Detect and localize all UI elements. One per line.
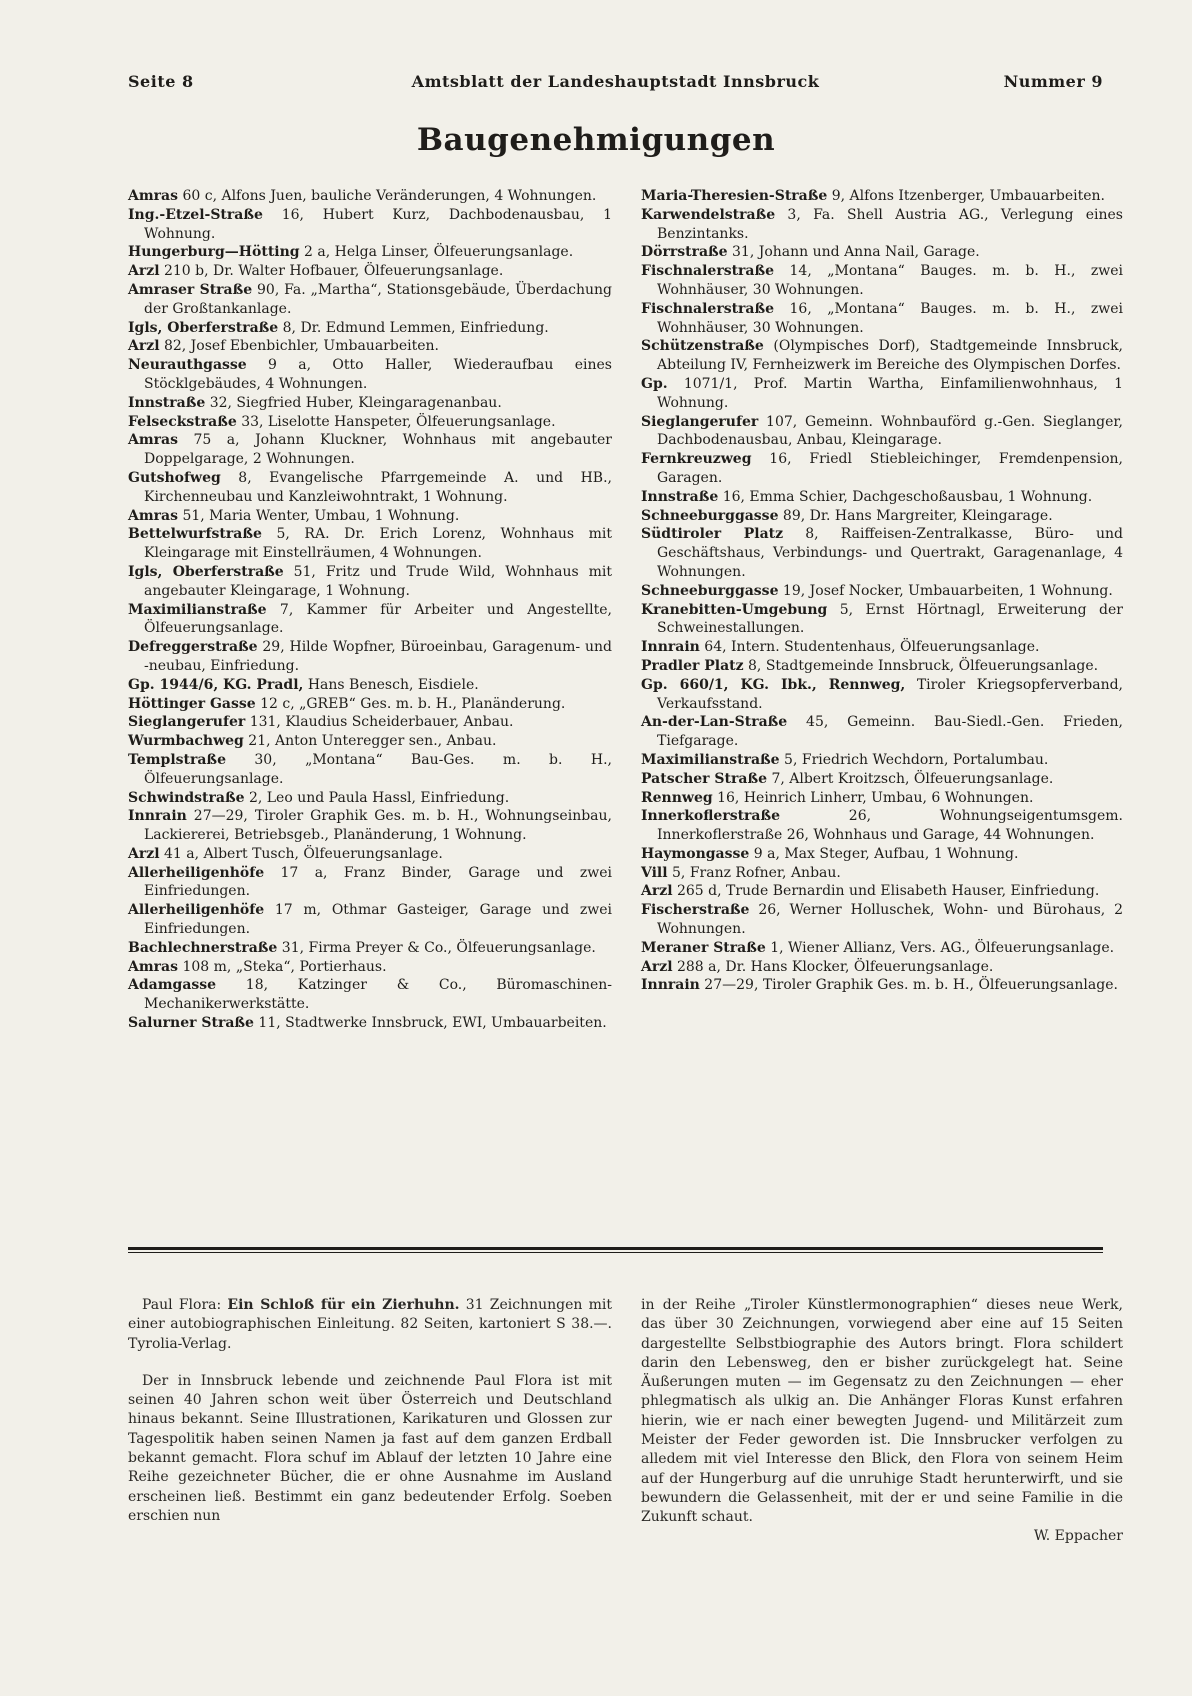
permit-details: 31, Johann und Anna Nail, Garage. xyxy=(727,244,980,261)
permit-details: 8, Stadtgemeinde Innsbruck, Ölfeuerungsanlage. xyxy=(743,657,1099,674)
permit-entry xyxy=(641,507,1123,526)
permit-location: Amras xyxy=(128,507,179,524)
permit-entry xyxy=(641,488,1123,507)
permit-details: 26, Wohnungseigentumsgem. Innerkoflerstraße 26, Wohnhaus und Garage, 44 Wohnungen. xyxy=(657,808,1123,844)
permit-details: 89, Dr. Hans Margreiter, Kleingarage. xyxy=(778,507,1053,524)
permit-entry xyxy=(128,676,612,695)
permit-details: 5, Franz Rofner, Anbau. xyxy=(667,864,841,881)
permit-entry xyxy=(128,939,612,958)
permit-entry xyxy=(641,300,1123,338)
permit-entry xyxy=(128,525,612,563)
permit-entry xyxy=(641,262,1123,300)
permit-entry xyxy=(641,751,1123,770)
permit-details: 82, Josef Ebenbichler, Umbauarbeiten. xyxy=(159,338,439,355)
permit-details: 8, Evangelische Pfarrgemeinde A. und HB., Kirchenneubau und Kanzleiwohntrakt, 1 Wohnung. xyxy=(144,469,612,505)
permit-entry xyxy=(641,807,1123,845)
permit-entry xyxy=(641,864,1123,883)
permit-location: Vill xyxy=(641,864,668,881)
review-paragraph-2: in der Reihe „Tiroler Künstlermonographien“ dieses neue Werk, das über 30 Zeichnungen, vorwiegend aber eine auf 15 Seiten dargestellte Selbstbiographie des Autors bringt. Flora schildert darin den Lebensweg, den er bisher zurückgelegt hat. Seine Äußerungen muten — im Gegensatz zu den Zeichnungen — eher phlegmatisch als ulkig an. Die Anhänger Floras Kunst erfahren hierin, wie er nach einer bewegten Jugend- und Militärzeit zum Meister der Feder geworden ist. Die Innsbrucker verfolgen zu alledem mit viel Interesse den Blick, den Flora von seinem Heim auf der Hungerburg auf die unruhige Stadt herunterwirft, und sie bewundern die Gelassenheit, mit der er und seine Familie in die Zukunft schaut. xyxy=(641,1297,1123,1526)
permit-location: Fischnalerstraße xyxy=(641,263,775,280)
permit-entry xyxy=(128,713,612,732)
permit-location: Haymongasse xyxy=(641,845,750,862)
permit-entry xyxy=(128,507,612,526)
permit-entry xyxy=(641,243,1123,262)
permit-location: Gp. 660/1, KG. Ibk., Rennweg, xyxy=(641,676,906,693)
review-paragraph-1: Der in Innsbruck lebende und zeichnende Paul Flora ist mit seinen 40 Jahren schon weit über Österreich und Deutschland hinaus bekannt. Seine Illustrationen, Karikaturen und Glossen zur Tagespolitik haben seinen Namen ja fast auf dem ganzen Erdball bekannt gemacht. Flora schuf im Ablauf der letzten 10 Jahre eine Reihe gezeichneter Bücher, die er ohne Ausnahme im Ausland erscheinen ließ. Bestimmt ein ganz bedeutender Erfolg. Soeben erschien nun xyxy=(128,1372,612,1524)
permit-entry xyxy=(128,732,612,751)
permit-location: Gp. xyxy=(641,375,668,392)
permit-entry xyxy=(128,563,612,601)
permit-location: Templstraße xyxy=(128,751,226,768)
section-title: Baugenehmigungen xyxy=(416,122,776,158)
permit-entry xyxy=(128,413,612,432)
permit-entry xyxy=(128,281,612,319)
permit-entry xyxy=(641,375,1123,413)
book-biblio xyxy=(128,1296,612,1354)
permit-details: 21, Anton Unteregger sen., Anbau. xyxy=(243,733,497,750)
permit-details: 31, Firma Preyer & Co., Ölfeuerungsanlage. xyxy=(277,939,596,956)
permit-entry xyxy=(128,187,612,206)
permit-entry xyxy=(128,901,612,939)
permit-details: 5, RA. Dr. Erich Lorenz, Wohnhaus mit Kleingarage mit Einstellräumen, 4 Wohnungen. xyxy=(144,526,612,562)
permit-details: 29, Hilde Wopfner, Büroeinbau, Garagenum- und -neubau, Einfriedung. xyxy=(144,639,612,674)
permit-entry xyxy=(128,864,612,902)
permit-location: Innrain xyxy=(641,977,700,994)
permit-location: Sieglangerufer xyxy=(641,413,759,430)
permit-location: Innstraße xyxy=(641,488,719,505)
permit-details: 108 m, „Steka“, Portierhaus. xyxy=(178,958,387,975)
permit-location: Rennweg xyxy=(641,789,713,806)
permit-details: 9, Alfons Itzenberger, Umbauarbeiten. xyxy=(827,188,1106,204)
permit-location: Felseckstraße xyxy=(128,413,237,430)
permit-location: Amras xyxy=(128,188,179,204)
permit-details: 7, Kammer für Arbeiter und Angestellte, Ölfeuerungsanlage. xyxy=(144,601,612,637)
permit-location: Arzl xyxy=(128,263,160,280)
permit-details: 26, Werner Holluschek, Wohn- und Bürohaus, 2 Wohnungen. xyxy=(657,902,1123,938)
permit-entry xyxy=(641,882,1123,901)
permit-entry xyxy=(641,770,1123,789)
permit-details: 33, Liselotte Hanspeter, Ölfeuerungsanlage. xyxy=(236,413,556,430)
permit-location: Arzl xyxy=(128,845,160,862)
permit-location: Südtiroler Platz xyxy=(641,526,784,543)
permit-details: 51, Maria Wenter, Umbau, 1 Wohnung. xyxy=(178,507,460,524)
permit-location: Hungerburg—Hötting xyxy=(128,244,300,261)
permit-details: 27—29, Tiroler Graphik Ges. m. b. H., Ölfeuerungsanlage. xyxy=(699,977,1118,994)
page-number: Seite 8 xyxy=(128,72,194,91)
permit-details: 41 a, Albert Tusch, Ölfeuerungsanlage. xyxy=(159,845,443,862)
publication-title: Amtsblatt der Landeshauptstadt Innsbruck xyxy=(411,72,820,91)
permit-location: Allerheiligenhöfe xyxy=(128,864,265,881)
permit-location: Ing.-Etzel-Straße xyxy=(128,206,263,223)
permit-entry xyxy=(128,262,612,281)
permit-location: Adamgasse xyxy=(128,977,217,994)
permit-location: Schwindstraße xyxy=(128,789,245,806)
section-divider xyxy=(128,1247,1103,1250)
permit-details: 64, Intern. Studentenhaus, Ölfeuerungsanlage. xyxy=(699,639,1040,656)
permit-entry xyxy=(128,1014,612,1033)
permit-entry xyxy=(128,845,612,864)
permit-details: 265 d, Trude Bernardin und Elisabeth Hauser, Einfriedung. xyxy=(672,883,1100,900)
permit-location: Maria-Theresien-Straße xyxy=(641,188,828,204)
book-review-left-column xyxy=(128,1296,612,1544)
permit-details: 2 a, Helga Linser, Ölfeuerungsanlage. xyxy=(299,244,574,261)
permit-location: Schneeburggasse xyxy=(641,507,779,524)
permit-details: 12 c, „GREB“ Ges. m. b. H., Planänderung. xyxy=(255,695,566,712)
permit-details: 17 a, Franz Binder, Garage und zwei Einfriedungen. xyxy=(144,864,612,900)
permit-details: 75 a, Johann Kluckner, Wohnhaus mit angebauter Doppelgarage, 2 Wohnungen. xyxy=(144,432,612,468)
permit-entry xyxy=(128,243,612,262)
permit-location: Salurner Straße xyxy=(128,1015,254,1032)
permit-details: 90, Fa. „Martha“, Stationsgebäude, Überdachung der Großtankanlage. xyxy=(144,281,613,317)
book-review-right-column xyxy=(641,1296,1123,1546)
permit-details: Tiroler Kriegsopferverband, Verkaufsstand. xyxy=(657,676,1124,712)
issue-number: Nummer 9 xyxy=(1003,72,1103,91)
permit-details: 11, Stadtwerke Innsbruck, EWI, Umbauarbeiten. xyxy=(253,1015,607,1032)
biblio-author: Paul Flora: xyxy=(142,1297,228,1313)
permit-location: Arzl xyxy=(641,883,673,900)
permit-location: Igls, Oberferstraße xyxy=(128,319,279,336)
permit-location: Pradler Platz xyxy=(641,657,744,674)
permit-entry xyxy=(641,413,1123,451)
permit-location: Arzl xyxy=(128,338,160,355)
permit-entry xyxy=(128,976,612,1014)
permit-location: Allerheiligenhöfe xyxy=(128,902,265,919)
permit-location: Meraner Straße xyxy=(641,939,766,956)
permit-entry xyxy=(128,638,612,676)
permits-right-column xyxy=(641,187,1123,995)
permit-entry xyxy=(641,337,1123,375)
permit-details: 17 m, Othmar Gasteiger, Garage und zwei Einfriedungen. xyxy=(144,902,612,938)
permit-details: 16, „Montana“ Bauges. m. b. H., zwei Wohnhäuser, 30 Wohnungen. xyxy=(657,300,1123,336)
permit-location: Bettelwurfstraße xyxy=(128,526,262,543)
permit-entry xyxy=(641,450,1123,488)
permit-location: Dörrstraße xyxy=(641,244,728,261)
permit-details: 60 c, Alfons Juen, bauliche Veränderungen, 4 Wohnungen. xyxy=(178,188,597,204)
permit-details: 16, Friedl Stiebleichinger, Fremdenpension, Garagen. xyxy=(657,451,1123,486)
permit-details: 3, Fa. Shell Austria AG., Verlegung eines Benzintanks. xyxy=(657,206,1123,242)
permit-details: 19, Josef Nocker, Umbauarbeiten, 1 Wohnung. xyxy=(778,582,1113,599)
permit-details: 8, Dr. Edmund Lemmen, Einfriedung. xyxy=(278,319,549,336)
review-signature: W. Eppacher xyxy=(1033,1527,1123,1544)
page-header xyxy=(128,72,1103,96)
permit-details: 30, „Montana“ Bau-Ges. m. b. H., Ölfeuerungsanlage. xyxy=(144,751,612,787)
permit-details: 16, Hubert Kurz, Dachbodenausbau, 1 Wohnung. xyxy=(144,206,612,242)
permit-location: Maximilianstraße xyxy=(128,601,267,618)
biblio-details: 31 Zeichnungen mit einer autobiographischen Einleitung. 82 Seiten, kartoniert S 38.—. Tyrolia-Verlag. xyxy=(128,1297,612,1352)
permit-location: Amras xyxy=(128,958,179,975)
permit-entry xyxy=(641,789,1123,808)
permit-location: Innrain xyxy=(641,639,700,656)
permit-details: (Olympisches Dorf), Stadtgemeinde Innsbruck, Abteilung IV, Fernheizwerk im Bereiche des Olympischen Dorfes. xyxy=(657,338,1123,374)
permit-entry xyxy=(641,187,1123,206)
permit-location: Gp. 1944/6, KG. Pradl, xyxy=(128,676,304,693)
biblio-title: Ein Schloß für ein Zierhuhn. xyxy=(227,1297,460,1313)
permit-entry xyxy=(128,394,612,413)
permit-details: 2, Leo und Paula Hassl, Einfriedung. xyxy=(244,789,510,806)
permits-left-column xyxy=(128,187,612,1033)
permit-details: 27—29, Tiroler Graphik Ges. m. b. H., Wohnungseinbau, Lackiererei, Betriebsgeb., Planänderung, 1 Wohnung. xyxy=(144,808,612,844)
permit-location: Innrain xyxy=(128,808,187,825)
permit-details: 32, Siegfried Huber, Kleingaragenanbau. xyxy=(205,394,502,411)
permit-location: Neurauthgasse xyxy=(128,357,247,374)
permit-entry xyxy=(641,713,1123,751)
permit-location: Kranebitten-Umgebung xyxy=(641,601,828,618)
permit-details: 5, Friedrich Wechdorn, Portalumbau. xyxy=(779,751,1049,768)
permit-details: 1071/1, Prof. Martin Wartha, Einfamilienwohnhaus, 1 Wohnung. xyxy=(657,375,1123,411)
permit-entry xyxy=(641,525,1123,581)
permit-entry xyxy=(641,939,1123,958)
permit-location: An-der-Lan-Straße xyxy=(641,714,788,731)
permit-details: 9 a, Otto Haller, Wiederaufbau eines Stöcklgebäudes, 4 Wohnungen. xyxy=(144,357,612,392)
permit-entry xyxy=(641,958,1123,977)
permit-entry xyxy=(128,469,612,507)
permit-entry xyxy=(128,601,612,639)
permit-location: Innstraße xyxy=(128,394,206,411)
permit-location: Patscher Straße xyxy=(641,770,767,787)
permit-details: 8, Raiffeisen-Zentralkasse, Büro- und Geschäftshaus, Verbindungs- und Quertrakt, Garagenanlage, 4 Wohnungen. xyxy=(657,526,1124,580)
permit-location: Bachlechnerstraße xyxy=(128,939,278,956)
permit-location: Fernkreuzweg xyxy=(641,451,752,468)
permit-entry xyxy=(128,206,612,244)
permit-entry xyxy=(128,958,612,977)
permit-entry xyxy=(128,319,612,338)
permit-entry xyxy=(641,676,1123,714)
permit-location: Defreggerstraße xyxy=(128,639,258,656)
permit-entry xyxy=(641,582,1123,601)
permit-details: 16, Emma Schier, Dachgeschoßausbau, 1 Wohnung. xyxy=(718,488,1093,505)
permit-entry xyxy=(128,356,612,394)
permit-location: Igls, Oberferstraße xyxy=(128,563,284,580)
permit-details: 210 b, Dr. Walter Hofbauer, Ölfeuerungsanlage. xyxy=(159,263,504,280)
section-divider-thin xyxy=(128,1252,1103,1253)
permit-details: 51, Fritz und Trude Wild, Wohnhaus mit angebauter Kleingarage, 1 Wohnung. xyxy=(144,563,612,599)
permit-entry xyxy=(128,695,612,714)
permit-details: 288 a, Dr. Hans Klocker, Ölfeuerungsanlage. xyxy=(672,958,994,975)
permit-location: Sieglangerufer xyxy=(128,714,246,731)
permit-location: Innerkoflerstraße xyxy=(641,808,781,825)
permit-location: Fischnalerstraße xyxy=(641,300,775,317)
permit-details: 131, Klaudius Scheiderbauer, Anbau. xyxy=(245,714,514,731)
permit-location: Gutshofweg xyxy=(128,469,221,486)
permit-details: 107, Gemeinn. Wohnbauförd g.-Gen. Sieglanger, Dachbodenausbau, Anbau, Kleingarage. xyxy=(657,413,1123,449)
permit-location: Schützenstraße xyxy=(641,338,764,355)
permit-location: Amraser Straße xyxy=(128,281,253,298)
permit-entry xyxy=(641,976,1123,995)
permit-details: 5, Ernst Hörtnagl, Erweiterung der Schweinestallungen. xyxy=(657,601,1123,637)
permit-location: Höttinger Gasse xyxy=(128,695,256,712)
permit-details: 45, Gemeinn. Bau-Siedl.-Gen. Frieden, Tiefgarage. xyxy=(657,714,1123,750)
permit-details: 7, Albert Kroitzsch, Ölfeuerungsanlage. xyxy=(767,770,1054,787)
permit-location: Schneeburggasse xyxy=(641,582,779,599)
permit-location: Fischerstraße xyxy=(641,902,750,919)
permit-location: Arzl xyxy=(641,958,673,975)
permit-details: 18, Katzinger & Co., Büromaschinen-Mechanikerwerkstätte. xyxy=(144,977,612,1013)
permit-entry xyxy=(641,657,1123,676)
permit-location: Wurmbachweg xyxy=(128,733,244,750)
permit-entry xyxy=(641,901,1123,939)
permit-entry xyxy=(641,845,1123,864)
permit-entry xyxy=(641,206,1123,244)
permit-entry xyxy=(641,601,1123,639)
permit-entry xyxy=(128,807,612,845)
permit-location: Amras xyxy=(128,432,179,449)
permit-details: 14, „Montana“ Bauges. m. b. H., zwei Wohnhäuser, 30 Wohnungen. xyxy=(657,263,1123,298)
permit-entry xyxy=(128,789,612,808)
permit-entry xyxy=(641,638,1123,657)
permit-location: Karwendelstraße xyxy=(641,206,776,223)
permit-details: 9 a, Max Steger, Aufbau, 1 Wohnung. xyxy=(749,845,1019,862)
permit-entry xyxy=(128,751,612,789)
permit-details: 16, Heinrich Linherr, Umbau, 6 Wohnungen. xyxy=(712,789,1034,806)
permit-location: Maximilianstraße xyxy=(641,751,780,768)
permit-details: Hans Benesch, Eisdiele. xyxy=(303,676,479,693)
permit-details: 1, Wiener Allianz, Vers. AG., Ölfeuerungsanlage. xyxy=(765,939,1115,956)
permit-entry xyxy=(128,337,612,356)
permit-entry xyxy=(128,431,612,469)
